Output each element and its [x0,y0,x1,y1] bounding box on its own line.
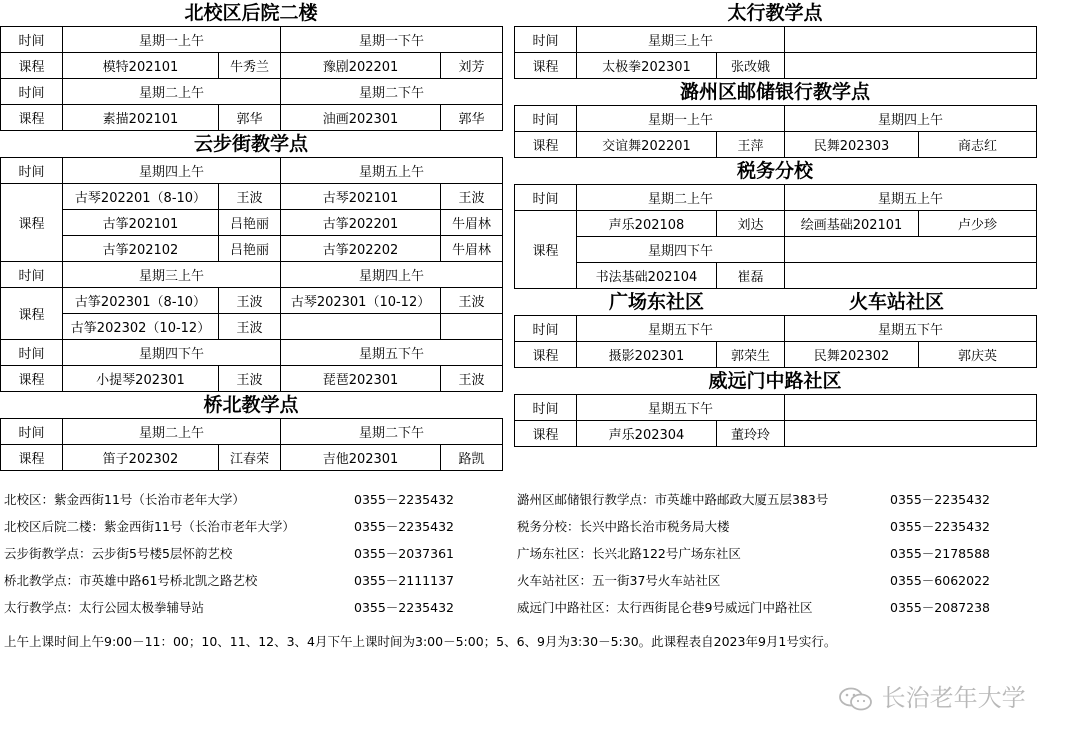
course-name: 古筝202101 [63,210,219,236]
day-header: 星期二上午 [577,185,785,211]
course-name: 古琴202301（10-12） [281,288,441,314]
section-title-qiaobei: 桥北教学点 [203,394,299,416]
teacher-name: 刘达 [717,211,785,237]
time-label: 时间 [515,316,577,342]
day-header: 星期五上午 [785,185,1037,211]
teacher-name: 卢少珍 [919,211,1037,237]
table-row [1,158,503,184]
course-label: 课程 [515,421,577,447]
table-row [515,211,1037,237]
table-row [1,236,503,262]
teacher-name: 王波 [219,314,281,340]
section-title-luzhou: 潞州区邮储银行教学点 [679,81,870,103]
schedule-note: 上午上课时间上午9:00－11：00；10、11、12、3、4月下午上课时间为3:00－5:00；5、6、9月为3:30－5:30。此课程表自2023年9月1号实行。 [4,634,837,649]
course-name: 模特202101 [63,53,219,79]
table-qiaobei [0,418,503,471]
table-row [1,419,503,445]
teacher-name: 牛眉林 [441,210,503,236]
section-title-yunbu: 云步街教学点 [193,133,308,155]
address-text: 火车站社区：五一街37号火车站社区 [517,573,721,588]
teacher-name: 董玲玲 [717,421,785,447]
day-header: 星期五下午 [785,316,1037,342]
course-name: 古琴202201（8-10） [63,184,219,210]
time-label: 时间 [515,185,577,211]
course-label: 课程 [1,366,63,392]
table-row [515,395,1037,421]
empty-cell [785,53,1037,79]
day-header: 星期四上午 [785,106,1037,132]
section-title-taihang: 太行教学点 [727,2,823,24]
course-label: 课程 [1,105,63,131]
address-text: 广场东社区：长兴北路122号广场东社区 [517,546,741,561]
table-luzhou [514,105,1037,158]
course-name: 小提琴202301 [63,366,219,392]
course-name: 古筝202102 [63,236,219,262]
day-header: 星期一上午 [63,27,281,53]
table-row [515,421,1037,447]
table-row [1,366,503,392]
table-row [1,288,503,314]
teacher-name: 崔磊 [717,263,785,289]
day-header: 星期四上午 [63,158,281,184]
address-text: 太行教学点：太行公园太极拳辅导站 [4,600,205,615]
teacher-name: 吕艳丽 [219,236,281,262]
phone-number: 0355－2235432 [890,492,990,507]
phone-number: 0355－2087238 [890,600,990,615]
course-name: 豫剧202201 [281,53,441,79]
empty-cell [785,395,1037,421]
course-name: 古筝202301（8-10） [63,288,219,314]
teacher-name: 王波 [219,288,281,314]
teacher-name: 刘芳 [441,53,503,79]
course-label: 课程 [1,288,63,340]
teacher-name: 牛眉林 [441,236,503,262]
teacher-name: 郭华 [219,105,281,131]
section-title-guangchang [514,289,1036,315]
time-label: 时间 [515,27,577,53]
table-row [1,262,503,288]
phone-number: 0355－2037361 [354,546,454,561]
phone-number: 0355－6062022 [890,573,990,588]
table-row [1,105,503,131]
teacher-name: 王萍 [717,132,785,158]
course-name: 素描202101 [63,105,219,131]
course-name: 声乐202304 [577,421,717,447]
course-name: 绘画基础202101 [785,211,919,237]
course-name: 摄影202301 [577,342,717,368]
phone-number: 0355－2178588 [890,546,990,561]
phone-number: 0355－2111137 [354,573,454,588]
teacher-name: 王波 [441,288,503,314]
teacher-name: 张改娥 [717,53,785,79]
teacher-name: 王波 [219,184,281,210]
table-row [1,27,503,53]
empty-cell [281,314,441,340]
time-label: 时间 [515,106,577,132]
course-name: 交谊舞202201 [577,132,717,158]
day-header: 星期四下午 [63,340,281,366]
teacher-name: 郭荣生 [717,342,785,368]
course-name: 古琴202101 [281,184,441,210]
phone-number: 0355－2235432 [890,519,990,534]
course-label: 课程 [1,445,63,471]
teacher-name: 路凯 [441,445,503,471]
phone-number: 0355－2235432 [354,519,454,534]
table-row [1,53,503,79]
course-name: 油画202301 [281,105,441,131]
day-header: 星期二下午 [281,419,503,445]
empty-cell [785,27,1037,53]
day-header: 星期五上午 [281,158,503,184]
course-label: 课程 [1,184,63,262]
empty-cell [785,237,1037,263]
table-row [515,27,1037,53]
course-label: 课程 [1,53,63,79]
teacher-name: 王波 [441,184,503,210]
table-row [1,314,503,340]
course-name: 民舞202302 [785,342,919,368]
table-row [515,237,1037,263]
teacher-name: 郭华 [441,105,503,131]
right-column [514,0,1036,447]
table-yunbu [0,157,503,392]
address-text: 威远门中路社区：太行西街昆仑巷9号威远门中路社区 [517,600,813,615]
course-name: 古筝202302（10-12） [63,314,219,340]
table-row [515,316,1037,342]
address-text: 潞州区邮储银行教学点：市英雄中路邮政大厦五层383号 [517,492,829,507]
section-title-beixiao: 北校区后院二楼 [184,2,318,24]
table-row [1,210,503,236]
time-label: 时间 [1,79,63,105]
day-header: 星期二下午 [281,79,503,105]
teacher-name: 牛秀兰 [219,53,281,79]
empty-cell [441,314,503,340]
table-shuiwu [514,184,1037,289]
address-text: 北校区后院二楼：紫金西街11号（长治市老年大学） [4,519,295,534]
day-header: 星期五下午 [577,316,785,342]
left-column [0,0,502,471]
teacher-name: 商志红 [919,132,1037,158]
empty-cell [785,421,1037,447]
day-header: 星期三上午 [63,262,281,288]
course-name: 笛子202302 [63,445,219,471]
table-beixiao [0,26,503,131]
section-title-guangchangdong: 广场东社区 [609,291,705,313]
course-name: 琵琶202301 [281,366,441,392]
table-row [515,342,1037,368]
phone-number: 0355－2235432 [354,492,454,507]
time-label: 时间 [1,158,63,184]
empty-cell [785,263,1037,289]
course-name: 民舞202303 [785,132,919,158]
table-row [515,263,1037,289]
day-header: 星期四下午 [577,237,785,263]
course-label: 课程 [515,342,577,368]
table-row [515,53,1037,79]
day-header: 星期二上午 [63,419,281,445]
section-title-huochezhan: 火车站社区 [849,291,945,313]
course-name: 古筝202201 [281,210,441,236]
course-name: 古筝202202 [281,236,441,262]
table-row [1,445,503,471]
table-row [515,132,1037,158]
course-name: 声乐202108 [577,211,717,237]
table-guangchang [514,315,1037,368]
day-header: 星期五下午 [281,340,503,366]
day-header: 星期一下午 [281,27,503,53]
address-text: 税务分校：长兴中路长治市税务局大楼 [517,519,730,534]
teacher-name: 王波 [219,366,281,392]
day-header: 星期二上午 [63,79,281,105]
day-header: 星期三上午 [577,27,785,53]
course-name: 吉他202301 [281,445,441,471]
table-row [1,340,503,366]
time-label: 时间 [1,27,63,53]
table-taihang [514,26,1037,79]
table-row [1,184,503,210]
wechat-icon [838,686,874,712]
watermark [838,678,1026,713]
teacher-name: 江春荣 [219,445,281,471]
time-label: 时间 [515,395,577,421]
address-text: 桥北教学点：市英雄中路61号桥北凯之路艺校 [4,573,258,588]
time-label: 时间 [1,262,63,288]
section-title-shuiwu: 税务分校 [736,160,813,182]
table-row [1,79,503,105]
course-name: 太极拳202301 [577,53,717,79]
section-title-weiyuan: 威远门中路社区 [708,370,842,392]
watermark-text: 长治老年大学 [881,684,1026,712]
day-header: 星期一上午 [577,106,785,132]
teacher-name: 王波 [441,366,503,392]
table-row [515,185,1037,211]
course-name: 书法基础202104 [577,263,717,289]
day-header: 星期四上午 [281,262,503,288]
address-text: 北校区：紫金西街11号（长治市老年大学） [4,492,245,507]
address-text: 云步街教学点：云步街5号楼5层怀韵艺校 [4,546,233,561]
time-label: 时间 [1,340,63,366]
day-header: 星期五下午 [577,395,785,421]
table-weiyuan [514,394,1037,447]
phone-number: 0355－2235432 [354,600,454,615]
teacher-name: 郭庆英 [919,342,1037,368]
course-label: 课程 [515,211,577,289]
table-row [515,106,1037,132]
teacher-name: 吕艳丽 [219,210,281,236]
time-label: 时间 [1,419,63,445]
course-label: 课程 [515,132,577,158]
course-label: 课程 [515,53,577,79]
